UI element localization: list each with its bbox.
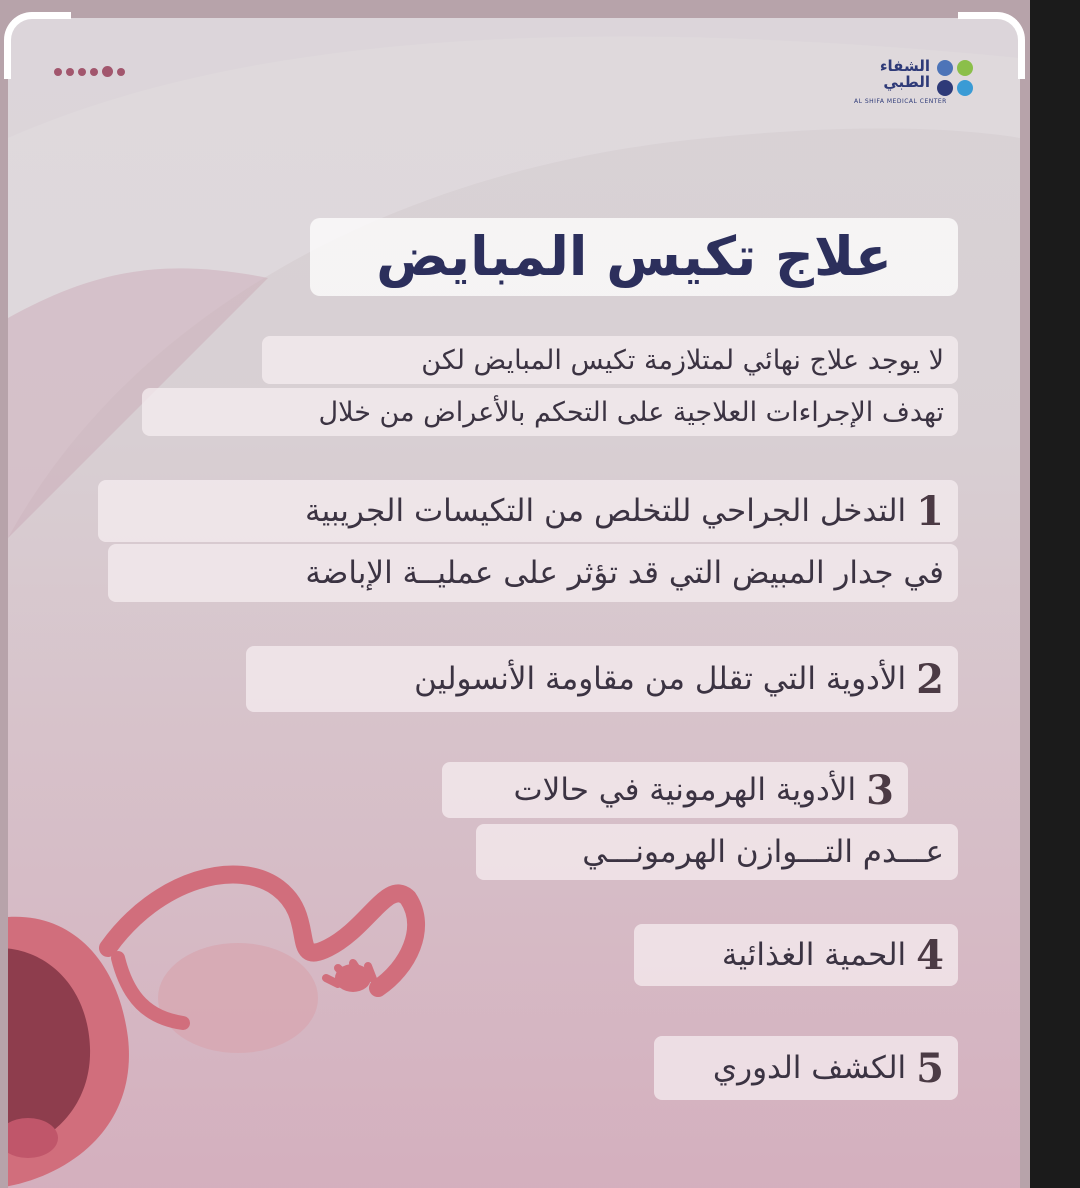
uterus-illustration-icon (8, 838, 448, 1188)
dot (78, 68, 86, 76)
dot (90, 68, 98, 76)
item-text: في جدار المبيض التي قد تؤثر على عمليــة الإباضة (305, 555, 944, 591)
list-item-3 (442, 762, 908, 818)
item-text: الأدوية الهرمونية في حالات (513, 772, 857, 808)
item-text: الكشف الدوري (712, 1050, 907, 1086)
crop-corner-top-right (958, 12, 1025, 79)
dot-active (102, 66, 113, 77)
dot (117, 68, 125, 76)
intro-text: تهدف الإجراءات العلاجية على التحكم بالأعراض من خلال (318, 396, 944, 428)
item-text: عـــدم التـــوازن الهرمونـــي (582, 834, 944, 870)
item-text: الأدوية التي تقلل من مقاومة الأنسولين (414, 661, 907, 697)
item-number: 2 (916, 655, 944, 703)
item-number: 3 (866, 766, 894, 814)
page-title: علاج تكيس المبايض (310, 218, 958, 296)
logo-name-arabic: الشفاء الطبي (879, 57, 930, 91)
list-item-4 (634, 924, 958, 986)
list-item-2 (246, 646, 958, 712)
crop-corner-top-left (4, 12, 71, 79)
list-item-1 (98, 480, 958, 542)
intro-line-2 (142, 388, 958, 436)
intro-line-1 (262, 336, 958, 384)
infographic-card (8, 18, 1020, 1188)
intro-text: لا يوجد علاج نهائي لمتلازمة تكيس المبايض لكن (421, 344, 944, 376)
item-number: 1 (916, 487, 944, 535)
list-item-3-continued (476, 824, 958, 880)
list-item-5 (654, 1036, 958, 1100)
item-text: التدخل الجراحي للتخلص من التكيسات الجريبية (304, 493, 907, 529)
item-text: الحمية الغذائية (721, 937, 907, 973)
logo-name-english: AL SHIFA MEDICAL CENTER (854, 98, 947, 105)
item-number: 4 (916, 931, 944, 979)
item-number: 5 (916, 1044, 944, 1092)
list-item-1-continued (108, 544, 958, 602)
